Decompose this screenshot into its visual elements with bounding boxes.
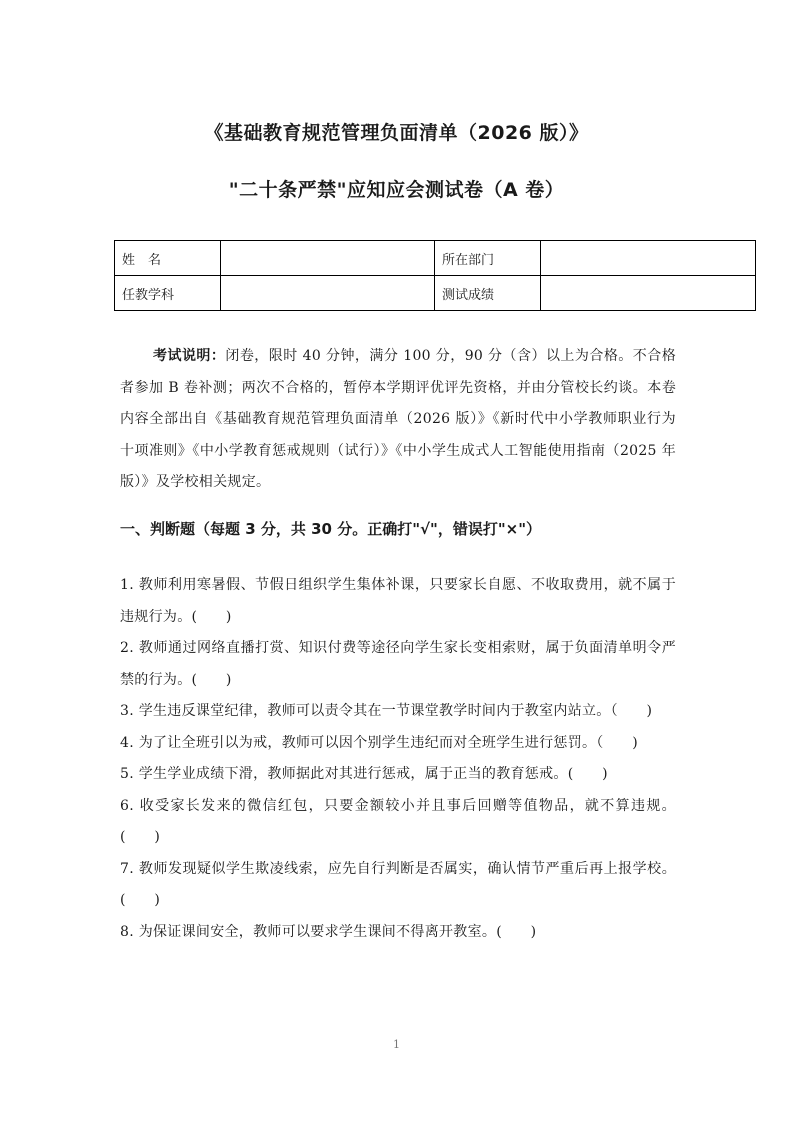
question-item: 1. 教师利用寒暑假、节假日组织学生集体补课，只要家长自愿、不收取费用，就不属于违规行为。( ) <box>120 577 676 625</box>
subject-label: 任教学科 <box>115 276 221 311</box>
info-row <box>115 276 756 311</box>
question-item: 2. 教师通过网络直播打赏、知识付费等途径向学生家长变相索财，属于负面清单明令严禁的行为。( ) <box>120 640 676 688</box>
page-number: 1 <box>393 1038 400 1051</box>
question-item: 7. 教师发现疑似学生欺凌线索，应先自行判断是否属实，确认情节严重后再上报学校。( ) <box>120 860 676 908</box>
name-field[interactable] <box>221 241 435 276</box>
question-item: 6. 收受家长发来的微信红包，只要金额较小并且事后回赠等值物品，就不算违规。( ) <box>120 797 676 845</box>
score-label: 测试成绩 <box>435 276 541 311</box>
question-item: 4. 为了让全班引以为戒，教师可以因个别学生违纪而对全班学生进行惩罚。（ ) <box>120 734 638 751</box>
examinee-info-table <box>114 240 756 311</box>
score-field[interactable] <box>541 276 756 311</box>
department-label: 所在部门 <box>435 241 541 276</box>
instructions-lead: 考试说明： <box>153 348 226 364</box>
question-item: 8. 为保证课间安全，教师可以要求学生课间不得离开教室。( ) <box>120 923 537 940</box>
question-item: 3. 学生违反课堂纪律，教师可以责令其在一节课堂教学时间内于教室内站立。（ ) <box>120 703 653 719</box>
subject-field[interactable] <box>221 276 435 311</box>
section-heading-true-false: 一、判断题（每题 3 分，共 30 分。正确打"√"，错误打"×"） <box>120 520 542 538</box>
question-item: 5. 学生学业成绩下滑，教师据此对其进行惩戒，属于正当的教育惩戒。( ) <box>120 766 608 782</box>
exam-instructions <box>120 341 676 499</box>
department-field[interactable] <box>541 241 756 276</box>
question-list <box>120 570 676 948</box>
document-subtitle: "二十条严禁"应知应会测试卷（A 卷） <box>228 179 565 201</box>
name-label: 姓 名 <box>115 241 221 276</box>
info-row <box>115 241 756 276</box>
document-title: 《基础教育规范管理负面清单（2026 版）》 <box>204 122 589 144</box>
instructions-text: 闭卷，限时 40 分钟，满分 100 分，90 分（含）以上为合格。不合格者参加 B 卷补测；两次不合格的，暂停本学期评优评先资格，并由分管校长约谈。本卷内容全部出自《基础教育规范管理负面清单（2026 版）》《新时代中小学教师职业行为十项准则》《中小学教育惩戒规则（试行）》《中小学生成式人工智能使用指南（2025 年版）》及学校相关规定。 <box>120 348 677 490</box>
